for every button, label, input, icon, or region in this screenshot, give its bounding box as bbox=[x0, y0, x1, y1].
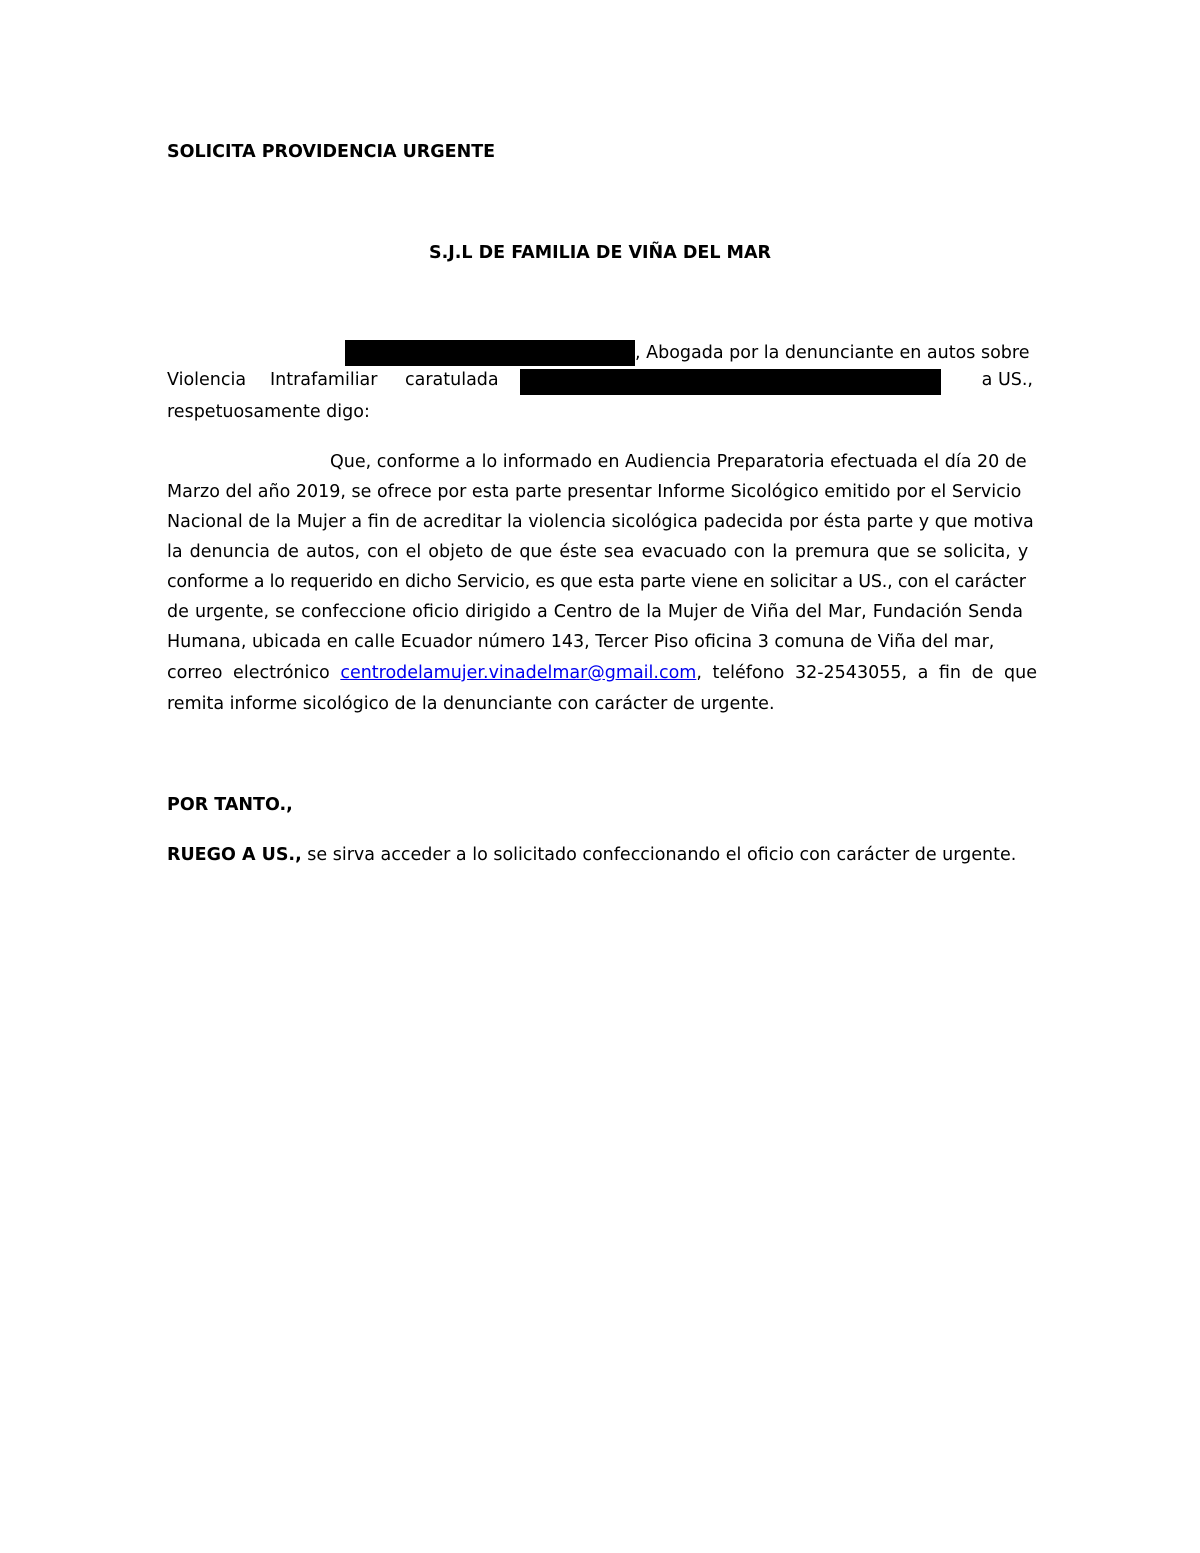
body-line-8-before: correo electrónico bbox=[167, 663, 330, 683]
ruego-label: RUEGO A US., bbox=[167, 845, 302, 865]
body-line-7: Humana, ubicada en calle Ecuador número 143, Tercer Piso oficina 3 comuna de Viña del mar, bbox=[167, 632, 995, 652]
intro-line-1 bbox=[345, 340, 1030, 366]
email-link[interactable]: centrodelamujer.vinadelmar@gmail.com bbox=[340, 663, 697, 683]
body-line-8 bbox=[167, 663, 1037, 683]
court-title: S.J.L DE FAMILIA DE VIÑA DEL MAR bbox=[428, 243, 771, 263]
intro-word-1: Violencia bbox=[167, 370, 247, 390]
intro-word-2: Intrafamiliar bbox=[270, 370, 378, 390]
redacted-case-title bbox=[520, 369, 941, 395]
intro-line-3: respetuosamente digo: bbox=[167, 402, 370, 422]
body-line-5: conforme a lo requerido en dicho Servicio, es que esta parte viene en solicitar a US., con el carácter bbox=[167, 572, 1026, 592]
intro-word-3: caratulada bbox=[405, 370, 499, 390]
ruego-text: se sirva acceder a lo solicitado confeccionando el oficio con carácter de urgente. bbox=[301, 845, 1017, 865]
body-line-3: Nacional de la Mujer a fin de acreditar la violencia sicológica padecida por ésta parte y que motiva bbox=[167, 512, 1034, 532]
body-line-2: Marzo del año 2019, se ofrece por esta parte presentar Informe Sicológico emitido por el Servicio bbox=[167, 482, 1022, 502]
body-line-6: de urgente, se confeccione oficio dirigido a Centro de la Mujer de Viña del Mar, Fundación Senda bbox=[167, 602, 1023, 622]
redacted-name bbox=[345, 340, 635, 366]
body-line-4: la denuncia de autos, con el objeto de que éste sea evacuado con la premura que se solicita, y bbox=[167, 542, 1029, 562]
ruego-line bbox=[167, 845, 1016, 865]
intro-line-2-end: a US., bbox=[981, 370, 1033, 390]
document-heading: SOLICITA PROVIDENCIA URGENTE bbox=[167, 142, 496, 162]
body-line-9: remita informe sicológico de la denunciante con carácter de urgente. bbox=[167, 694, 775, 714]
body-line-1: Que, conforme a lo informado en Audiencia Preparatoria efectuada el día 20 de bbox=[330, 452, 1027, 472]
intro-line-2 bbox=[167, 370, 1033, 396]
intro-line-1-text: , Abogada por la denunciante en autos sobre bbox=[635, 343, 1030, 363]
body-line-8-after: , teléfono 32-2543055, a fin de que bbox=[696, 663, 1037, 683]
por-tanto: POR TANTO., bbox=[167, 795, 293, 815]
